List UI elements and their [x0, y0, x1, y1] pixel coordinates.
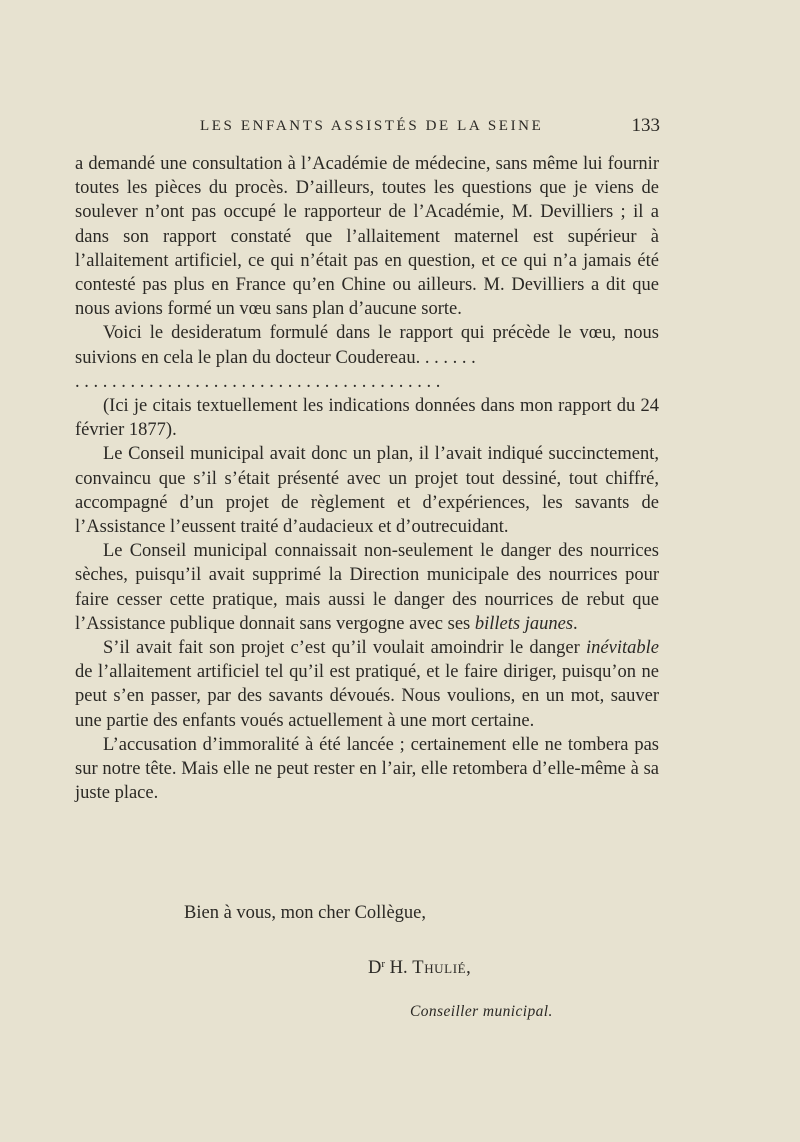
- paragraph-6-italic: inévitable: [586, 638, 659, 659]
- paragraph-7: L’accusation d’immoralité à été lancée ; certainement elle ne tombera pas sur notre tête. Mais elle ne peut rester en l’air, elle retombera d’elle-même à sa juste place.: [75, 734, 659, 804]
- paragraph-5-text: Le Conseil municipal connaissait non-seulement le danger des nourrices sèches, puisqu’il avait supprimé la Direction municipale des nourrices pour faire cesser cette pratique, mais aussi le danger des nourrices de rebut que l’Assistance publique donnait sans vergogne avec ses: [75, 541, 659, 634]
- signature-name: Thulié,: [412, 958, 472, 978]
- running-head: LES ENFANTS ASSISTÉS DE LA SEINE: [200, 118, 544, 134]
- paragraph-5-end: .: [573, 613, 578, 634]
- signatory-role: Conseiller municipal.: [410, 1003, 553, 1020]
- paragraph-4: Le Conseil municipal avait donc un plan, il l’avait indiqué succinctement, convaincu que s’il s’était présenté avec un projet tout dessiné, tout chiffré, accompagné d’un projet de règlement et d’expériences, les savants de l’Assistance l’eussent traité d’audacieux et d’outrecuidant.: [75, 444, 659, 538]
- paragraph-1: a demandé une consultation à l’Académie de médecine, sans même lui fournir toutes les pièces du procès. D’ailleurs, toutes les questions que je viens de soulever n’ont pas occupé le rapporteur de l’Académie, M. Devilliers ; il a dans son rapport constaté que l’allaitement maternel est supérieur à l’allaitement artificiel, ce qui n’était pas en question, et ce qui n’a jamais été contesté pas plus en France qu’en Chine ou ailleurs. M. Devilliers a dit que nous avions formé un vœu sans plan d’aucune sorte.: [75, 154, 659, 320]
- closing-salutation: Bien à vous, mon cher Collègue,: [184, 903, 426, 923]
- paragraph-5: [75, 539, 659, 636]
- signature: [368, 958, 471, 979]
- paragraph-5-italic: billets jaunes: [474, 613, 574, 634]
- signature-title: D: [368, 958, 382, 978]
- page-header: [0, 115, 800, 142]
- page-number: 133: [631, 115, 660, 136]
- paragraph-6-text: de l’allaitement artificiel tel qu’il est pratiqué, et le faire diriger, puisqu’on ne peut s’en passer, par des savants dévoués. Nous voulions, en un mot, sauver une partie des enfants voués actuellement à une mort certaine.: [75, 662, 659, 731]
- body-text: [75, 152, 659, 805]
- paragraph-3: (Ici je citais textuellement les indications données dans mon rapport du 24 février 1877).: [75, 396, 659, 441]
- paragraph-6: [75, 636, 659, 733]
- paragraph-6-start: S’il avait fait son projet c’est qu’il voulait amoindrir le danger: [103, 638, 587, 659]
- signature-title-sup: r: [381, 958, 386, 970]
- paragraph-2: Voici le desideratum formulé dans le rapport qui précède le vœu, nous suivions en cela le plan du docteur Coudereau. . . . . . .: [75, 323, 659, 368]
- signature-initial: H.: [389, 958, 408, 978]
- ellipsis-line: . . . . . . . . . . . . . . . . . . . . . . . . . . . . . . . . . . . . . . . .: [75, 371, 441, 392]
